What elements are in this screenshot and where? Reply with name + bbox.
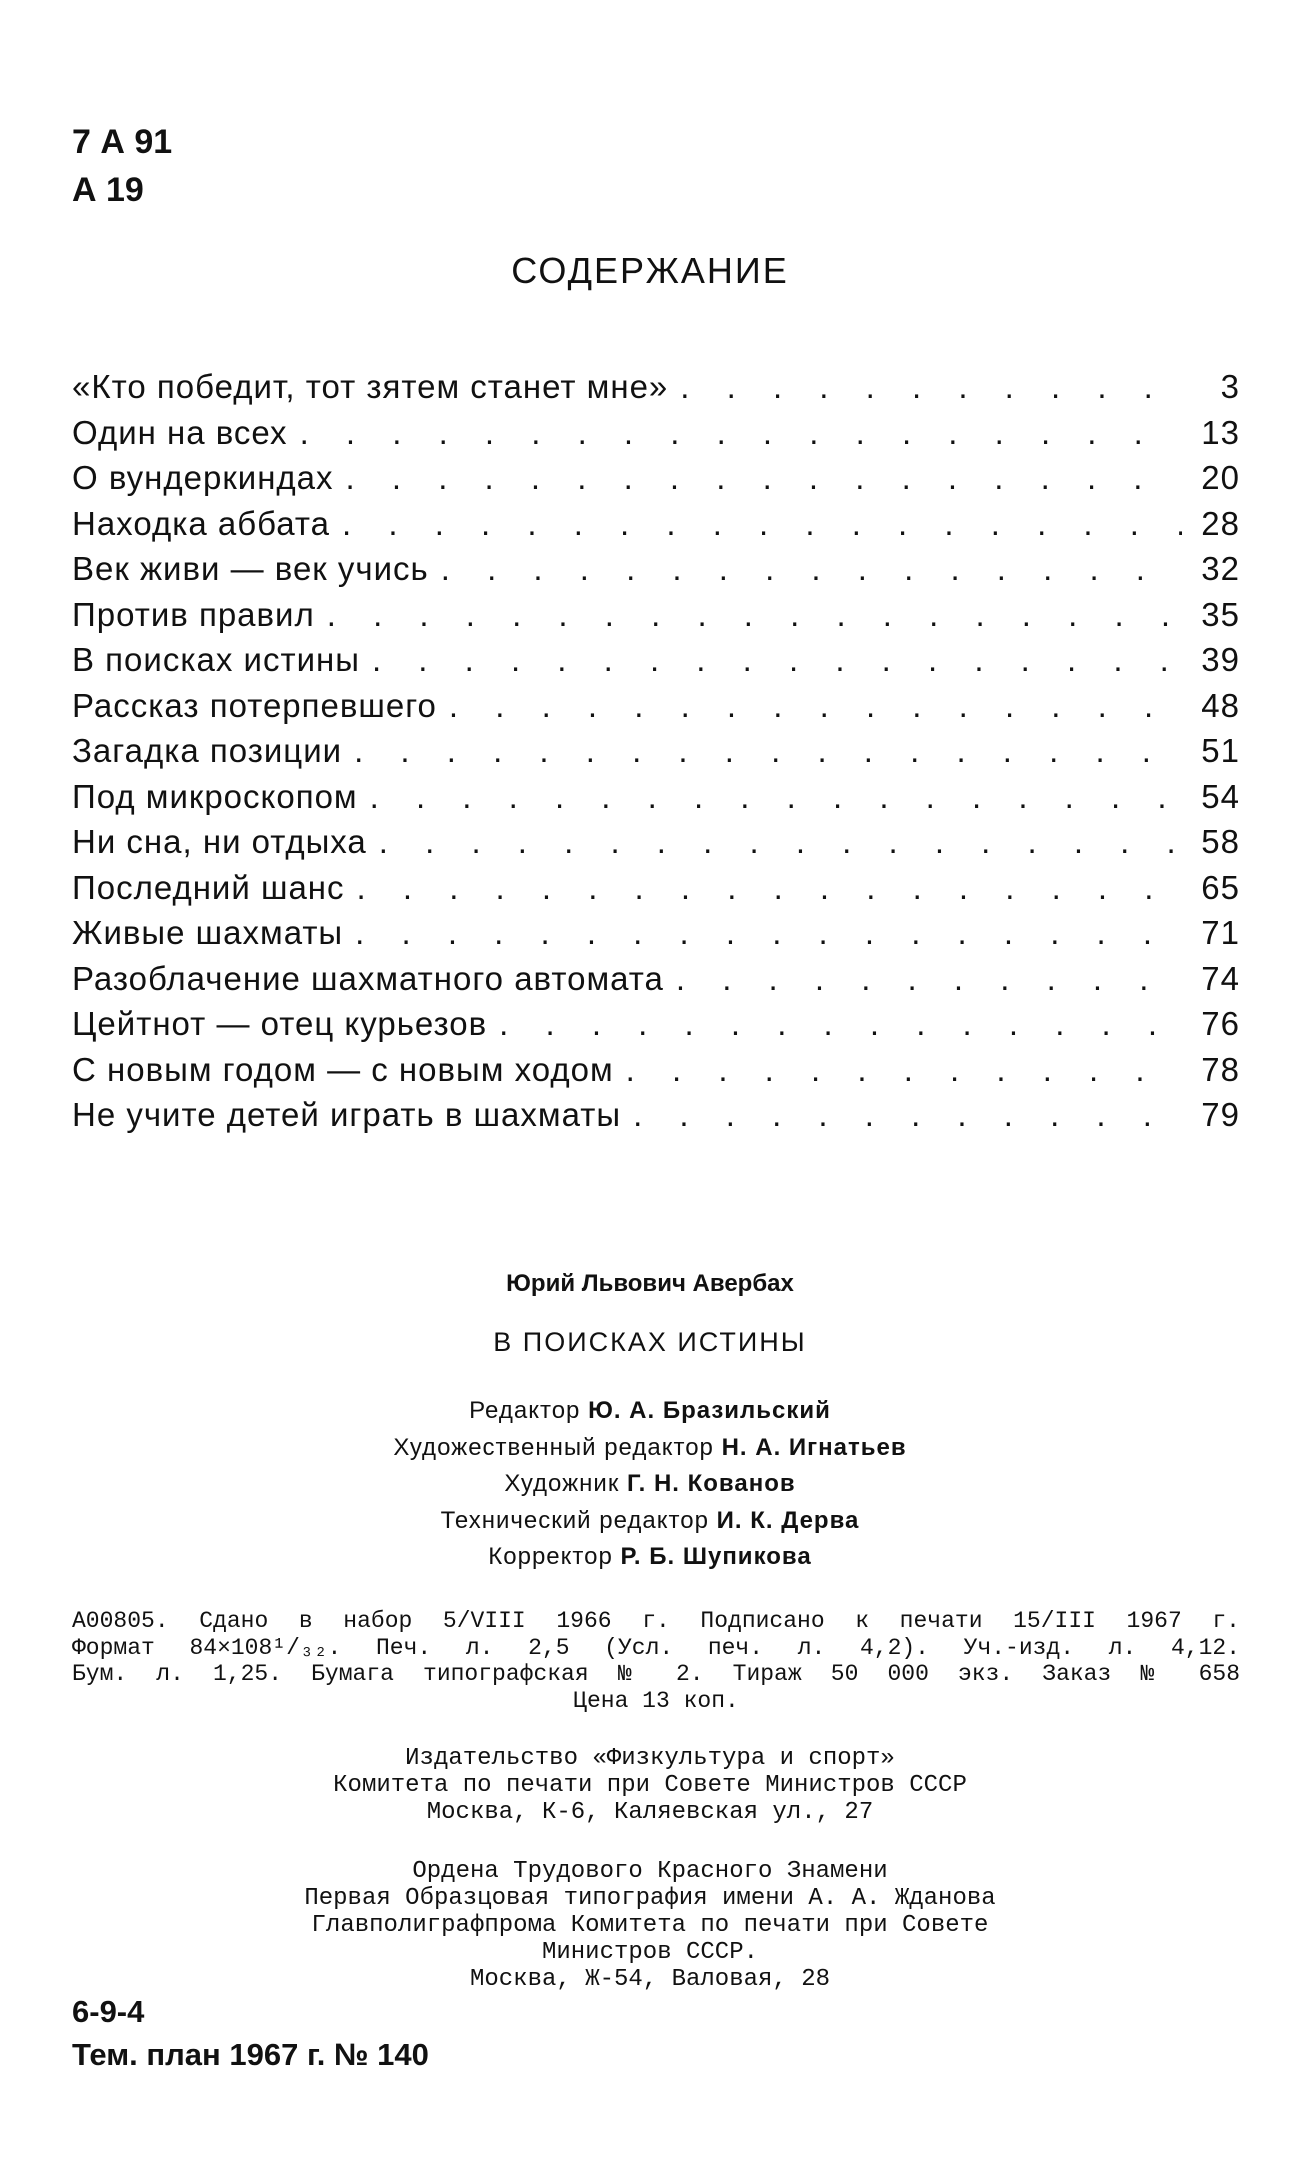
book-title: В ПОИСКАХ ИСТИНЫ — [493, 1327, 807, 1357]
toc-entry-page: 3 — [1220, 368, 1240, 405]
imprint-line: А00805. Сдано в набор 5/VIII 1966 г. Подписано к печати 15/III 1967 г. — [72, 1608, 1240, 1634]
author-name: Юрий Львович Авербах — [506, 1270, 794, 1297]
toc-leader-dots — [379, 823, 1182, 861]
toc-leader-dots — [300, 414, 1182, 452]
toc-leader-dots — [372, 641, 1182, 679]
toc-leader-dots — [676, 960, 1182, 998]
credit-name: Ю. А. Бразильский — [588, 1397, 831, 1424]
imprint-line: Бум. л. 1,25. Бумага типографская № 2. Тираж 50 000 экз. Заказ № 658 — [72, 1661, 1240, 1687]
toc-entry-label: С новым годом — с новым ходом — [72, 1050, 614, 1088]
toc-entry-page: 51 — [1201, 732, 1240, 769]
toc-leader-dots — [357, 869, 1182, 907]
credit-line — [0, 1466, 1300, 1503]
toc-entry-page: 54 — [1201, 777, 1240, 815]
toc-entry — [72, 550, 1240, 596]
toc-leader-dots — [342, 505, 1182, 543]
toc-entry-label: Загадка позиции — [72, 732, 343, 769]
toc-entry — [72, 687, 1240, 733]
toc-entry-page: 48 — [1201, 686, 1240, 724]
toc-entry-page: 76 — [1201, 1005, 1240, 1042]
imprint-block — [72, 1608, 1240, 1714]
toc-entry — [72, 505, 1240, 551]
toc-entry-label: Цейтнот — отец курьезов — [72, 1005, 488, 1042]
toc-entry-label: О вундеркиндах — [72, 459, 334, 496]
toc-entry — [72, 1051, 1240, 1097]
credit-role: Художественный редактор — [393, 1433, 714, 1461]
toc-leader-dots — [441, 550, 1182, 588]
toc-entry-page: 74 — [1201, 959, 1240, 997]
toc-entry-label: В поисках истины — [72, 641, 360, 678]
publisher-line: Москва, К-6, Каляевская ул., 27 — [426, 1799, 874, 1826]
toc-entry-label: Век живи — век учись — [72, 550, 429, 587]
toc-entry — [72, 732, 1240, 778]
toc-entry-label: Последний шанс — [72, 868, 345, 906]
toc-entry — [72, 823, 1240, 869]
toc-entry — [72, 459, 1240, 505]
toc-entry — [72, 414, 1240, 460]
table-of-contents — [72, 368, 1240, 1142]
credit-name: Г. Н. Кованов — [627, 1470, 796, 1497]
printer-line: Главполиграфпрома Комитета по печати при Совете — [311, 1912, 989, 1939]
printer-line: Первая Образцовая типография имени А. А. Жданова — [304, 1885, 996, 1912]
printer-info — [0, 1858, 1300, 1993]
credit-name: Р. Б. Шупикова — [620, 1543, 812, 1570]
toc-entry-page: 58 — [1201, 823, 1240, 860]
toc-leader-dots — [346, 459, 1182, 497]
toc-leader-dots — [327, 596, 1182, 634]
toc-leader-dots — [355, 914, 1182, 952]
toc-entry-page: 13 — [1201, 413, 1240, 451]
credit-role: Редактор — [469, 1397, 581, 1424]
toc-leader-dots — [633, 1096, 1182, 1134]
toc-entry — [72, 641, 1240, 687]
toc-entry-label: Против правил — [72, 595, 315, 633]
credit-name: Н. А. Игнатьев — [721, 1433, 907, 1461]
publisher-info — [0, 1745, 1300, 1826]
toc-entry — [72, 778, 1240, 824]
bottom-code-2: Тем. план 1967 г. № 140 — [72, 2037, 429, 2072]
toc-entry-page: 65 — [1201, 868, 1240, 906]
classification-code-1: 7 А 91 — [72, 123, 173, 161]
toc-entry-page: 20 — [1201, 459, 1240, 496]
credit-role: Технический редактор — [440, 1506, 709, 1534]
toc-entry-label: Находка аббата — [72, 504, 331, 542]
thematic-plan-codes — [72, 1990, 429, 2076]
toc-entry-label: Под микроскопом — [72, 777, 358, 815]
toc-entry-page: 78 — [1201, 1050, 1240, 1088]
publisher-line: Комитета по печати при Совете Министров СССР — [333, 1772, 967, 1799]
publisher-line: Издательство «Физкультура и спорт» — [405, 1745, 895, 1772]
toc-entry — [72, 869, 1240, 915]
printer-line: Министров СССР. — [541, 1939, 759, 1966]
classification-codes — [72, 118, 172, 214]
toc-entry-page: 28 — [1201, 504, 1240, 542]
toc-entry-page: 79 — [1201, 1096, 1240, 1133]
price: Цена 13 коп. — [573, 1687, 739, 1714]
toc-entry-page: 39 — [1201, 641, 1240, 678]
classification-code-2: А 19 — [72, 171, 144, 209]
credits-list — [0, 1393, 1300, 1576]
credit-line — [0, 1430, 1300, 1467]
printer-line: Москва, Ж-54, Валовая, 28 — [469, 1966, 831, 1993]
credit-role: Художник — [504, 1470, 620, 1497]
printer-line: Ордена Трудового Красного Знамени — [412, 1858, 888, 1885]
toc-entry — [72, 596, 1240, 642]
toc-leader-dots — [680, 368, 1182, 406]
toc-title: СОДЕРЖАНИЕ — [511, 250, 789, 291]
toc-entry — [72, 1005, 1240, 1051]
credit-role: Корректор — [488, 1543, 613, 1570]
toc-entry — [72, 368, 1240, 414]
toc-leader-dots — [354, 732, 1182, 770]
toc-entry-label: Ни сна, ни отдыха — [72, 823, 367, 860]
toc-entry-page: 32 — [1201, 550, 1240, 587]
bottom-code-1: 6-9-4 — [72, 1994, 145, 2029]
credit-name: И. К. Дерва — [716, 1506, 860, 1534]
toc-entry-label: Живые шахматы — [72, 914, 344, 951]
toc-leader-dots — [499, 1005, 1182, 1043]
toc-entry-label: Рассказ потерпевшего — [72, 686, 437, 724]
credit-line — [0, 1503, 1300, 1540]
toc-entry-page: 35 — [1201, 595, 1240, 633]
credit-line — [0, 1539, 1300, 1576]
toc-leader-dots — [370, 778, 1182, 816]
toc-entry-label: Разоблачение шахматного автомата — [72, 959, 664, 997]
toc-entry — [72, 1096, 1240, 1142]
toc-entry-label: «Кто победит, тот зятем станет мне» — [72, 368, 669, 405]
credit-line — [0, 1393, 1300, 1430]
toc-leader-dots — [626, 1051, 1182, 1089]
imprint-line: Формат 84×108¹/₃₂. Печ. л. 2,5 (Усл. печ. л. 4,2). Уч.-изд. л. 4,12. — [72, 1634, 1240, 1661]
toc-entry — [72, 914, 1240, 960]
toc-entry-label: Не учите детей играть в шахматы — [72, 1096, 622, 1133]
toc-entry-label: Один на всех — [72, 413, 288, 451]
toc-entry-page: 71 — [1201, 914, 1240, 951]
toc-entry — [72, 960, 1240, 1006]
toc-leader-dots — [449, 687, 1182, 725]
